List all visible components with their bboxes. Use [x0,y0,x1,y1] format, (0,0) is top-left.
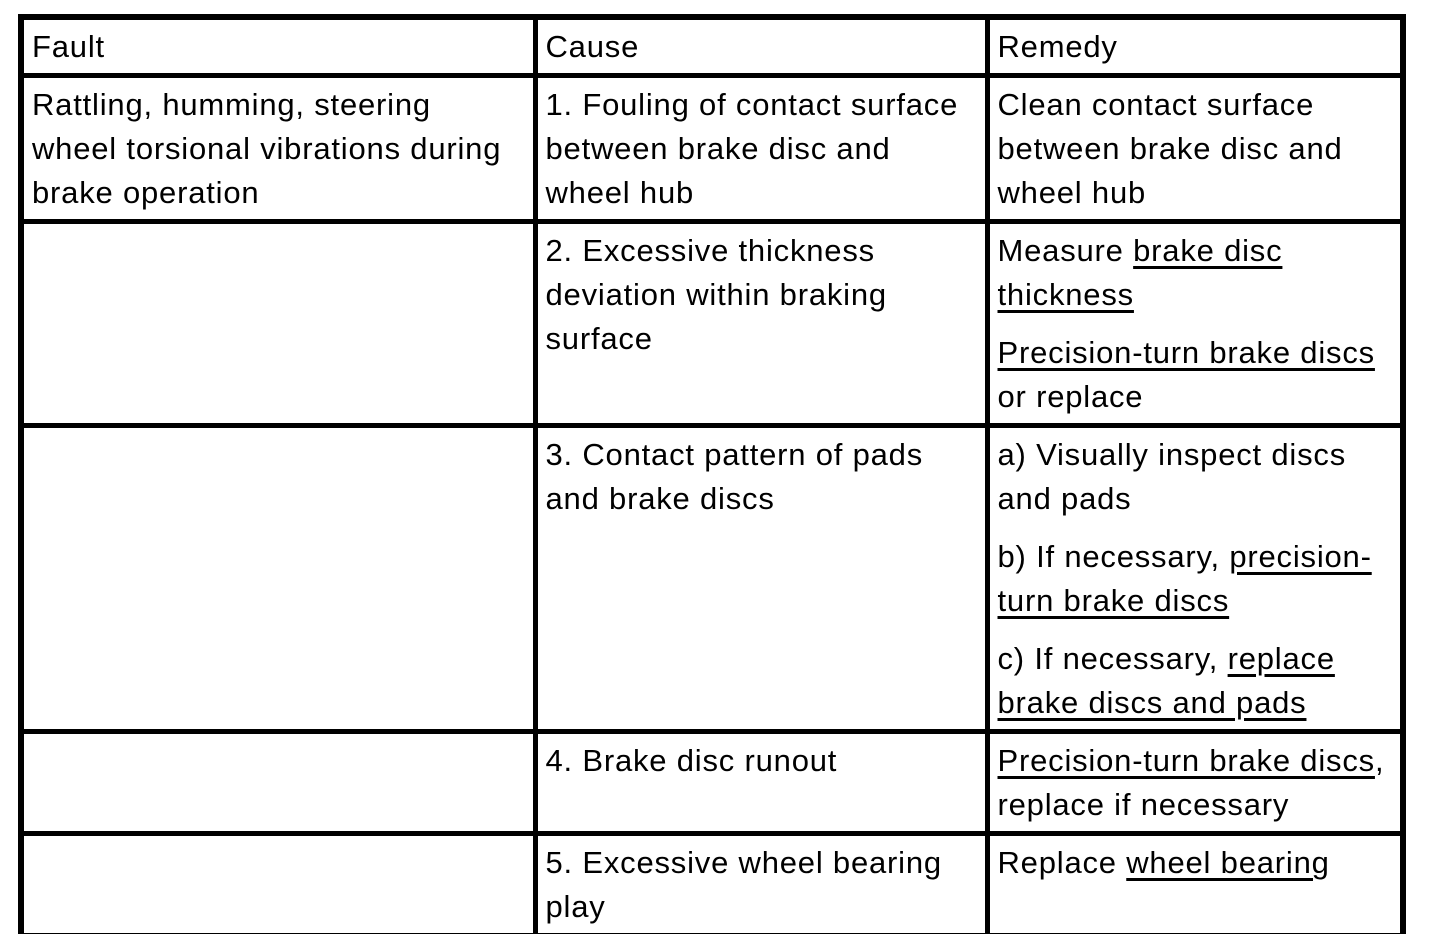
link-precision-turn-brake-discs[interactable]: precision-turn brake discs [997,539,1372,618]
cause-cell [535,222,987,426]
remedy-paragraph [998,83,1396,215]
column-header-cause [535,17,987,76]
cause-text: 2. Excessive thickness deviation within braking surface [545,233,887,356]
link-precision-turn-brake-discs[interactable]: Precision-turn brake discs [997,743,1375,778]
remedy-paragraph [998,739,1396,827]
fault-cell [21,426,535,732]
remedy-content [998,739,1396,827]
remedy-content [998,433,1396,725]
table-row [21,222,1403,426]
fault-cell [21,222,535,426]
remedy-paragraph [998,331,1396,419]
remedy-text: Clean contact surface between brake disc and wheel hub [997,87,1343,210]
column-header-remedy-label: Remedy [997,29,1118,64]
link-wheel-bearing[interactable]: wheel bearing [1126,845,1330,880]
remedy-cell [987,732,1403,834]
remedy-paragraph [998,535,1396,623]
table-row [21,732,1403,834]
column-header-fault-label: Fault [32,29,105,64]
column-header-fault [21,17,535,76]
cause-cell [535,426,987,732]
fault-cell [21,732,535,834]
remedy-text: or replace [997,379,1144,414]
remedy-paragraph [998,433,1396,521]
fault-text: Rattling, humming, steering wheel torsional vibrations during brake operation [32,87,502,210]
cause-cell [535,76,987,222]
cause-cell [535,834,987,934]
column-header-cause-label: Cause [545,29,640,64]
cause-text: 5. Excessive wheel bearing play [545,845,942,924]
cause-text: 4. Brake disc runout [545,743,838,778]
link-precision-turn-brake-discs[interactable]: Precision-turn brake discs [997,335,1375,370]
fault-cell [21,834,535,934]
table-row [21,76,1403,222]
remedy-text: a) Visually inspect discs and pads [997,437,1347,516]
remedy-text: c) If necessary, [997,641,1228,676]
remedy-paragraph [998,229,1396,317]
table-row [21,426,1403,732]
column-header-remedy [987,17,1403,76]
cause-text: 1. Fouling of contact surface between brake disc and wheel hub [545,87,959,210]
remedy-cell [987,222,1403,426]
remedy-text: Replace [997,845,1127,880]
remedy-paragraph [998,637,1396,725]
fault-cell [21,76,535,222]
header-row [21,17,1403,76]
cause-text: 3. Contact pattern of pads and brake discs [545,437,924,516]
link-replace-brake-discs-and-pads[interactable]: replace brake discs and pads [997,641,1335,720]
troubleshooting-table [18,14,1406,934]
remedy-cell [987,834,1403,934]
remedy-content [998,841,1396,885]
remedy-text: Measure [997,233,1134,268]
remedy-cell [987,426,1403,732]
remedy-cell [987,76,1403,222]
remedy-content [998,83,1396,215]
cause-cell [535,732,987,834]
table-row [21,834,1403,934]
remedy-text: , replace if necessary [997,743,1385,822]
link-brake-disc-thickness[interactable]: brake disc thickness [997,233,1283,312]
remedy-content [998,229,1396,419]
remedy-paragraph [998,841,1396,885]
remedy-text: b) If necessary, [997,539,1230,574]
